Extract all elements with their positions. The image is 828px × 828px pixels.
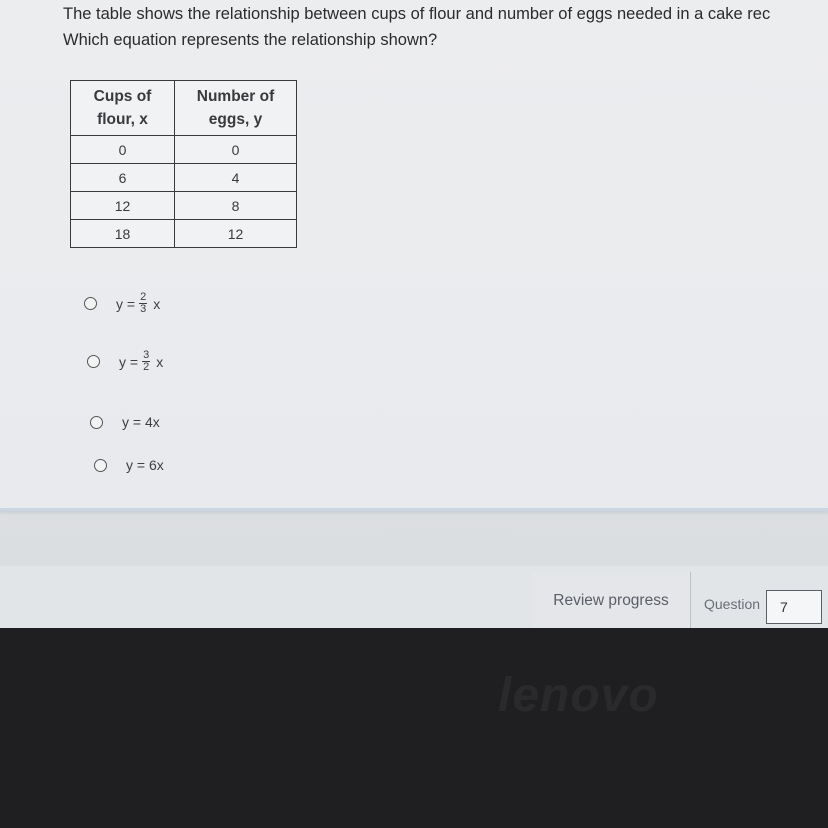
table-row — [71, 164, 297, 192]
radio-button[interactable] — [84, 297, 97, 310]
choice-prefix: y = — [116, 295, 136, 312]
table-cell: 0 — [175, 136, 297, 164]
answer-choice-d[interactable] — [94, 457, 164, 473]
answer-choice-a[interactable] — [84, 292, 160, 315]
question-number-input[interactable]: 7 — [766, 590, 822, 624]
column-header-flour: Cups of flour, x — [71, 81, 175, 136]
table-header-row — [71, 81, 297, 136]
choice-prefix: y = — [119, 353, 139, 370]
table-cell: 18 — [71, 220, 175, 248]
table-cell: 4 — [175, 164, 297, 192]
radio-button[interactable] — [94, 459, 107, 472]
table-cell: 6 — [71, 164, 175, 192]
choice-suffix: x — [156, 353, 164, 370]
fraction-denominator: 2 — [143, 361, 150, 373]
table-row — [71, 192, 297, 220]
question-number-label: Question — [704, 596, 761, 612]
choice-suffix: x — [153, 295, 161, 312]
choice-label: y = 4x — [122, 414, 160, 430]
question-text: The table shows the relationship between cups of flour and number of eggs needed in a cake rec — [63, 5, 771, 23]
review-progress-button[interactable]: Review progress — [532, 572, 691, 628]
fraction-numerator: 3 — [143, 349, 150, 361]
question-prompt: Which equation represents the relationship shown? — [63, 31, 438, 49]
table-cell: 12 — [71, 192, 175, 220]
answer-choice-b[interactable] — [87, 350, 163, 373]
table-cell: 0 — [71, 136, 175, 164]
data-table — [70, 80, 297, 248]
fraction-numerator: 2 — [140, 291, 147, 303]
fraction — [139, 292, 147, 315]
radio-button[interactable] — [87, 355, 100, 368]
choice-label: y = 6x — [126, 457, 164, 473]
answer-choice-c[interactable] — [90, 414, 160, 430]
table-cell: 12 — [175, 220, 297, 248]
column-header-eggs: Number of eggs, y — [175, 81, 297, 136]
table-cell: 8 — [175, 192, 297, 220]
fraction-denominator: 3 — [140, 303, 147, 315]
table-row — [71, 136, 297, 164]
table-row — [71, 220, 297, 248]
radio-button[interactable] — [90, 416, 103, 429]
laptop-brand-logo: lenovo — [498, 669, 659, 722]
fraction — [142, 350, 150, 373]
